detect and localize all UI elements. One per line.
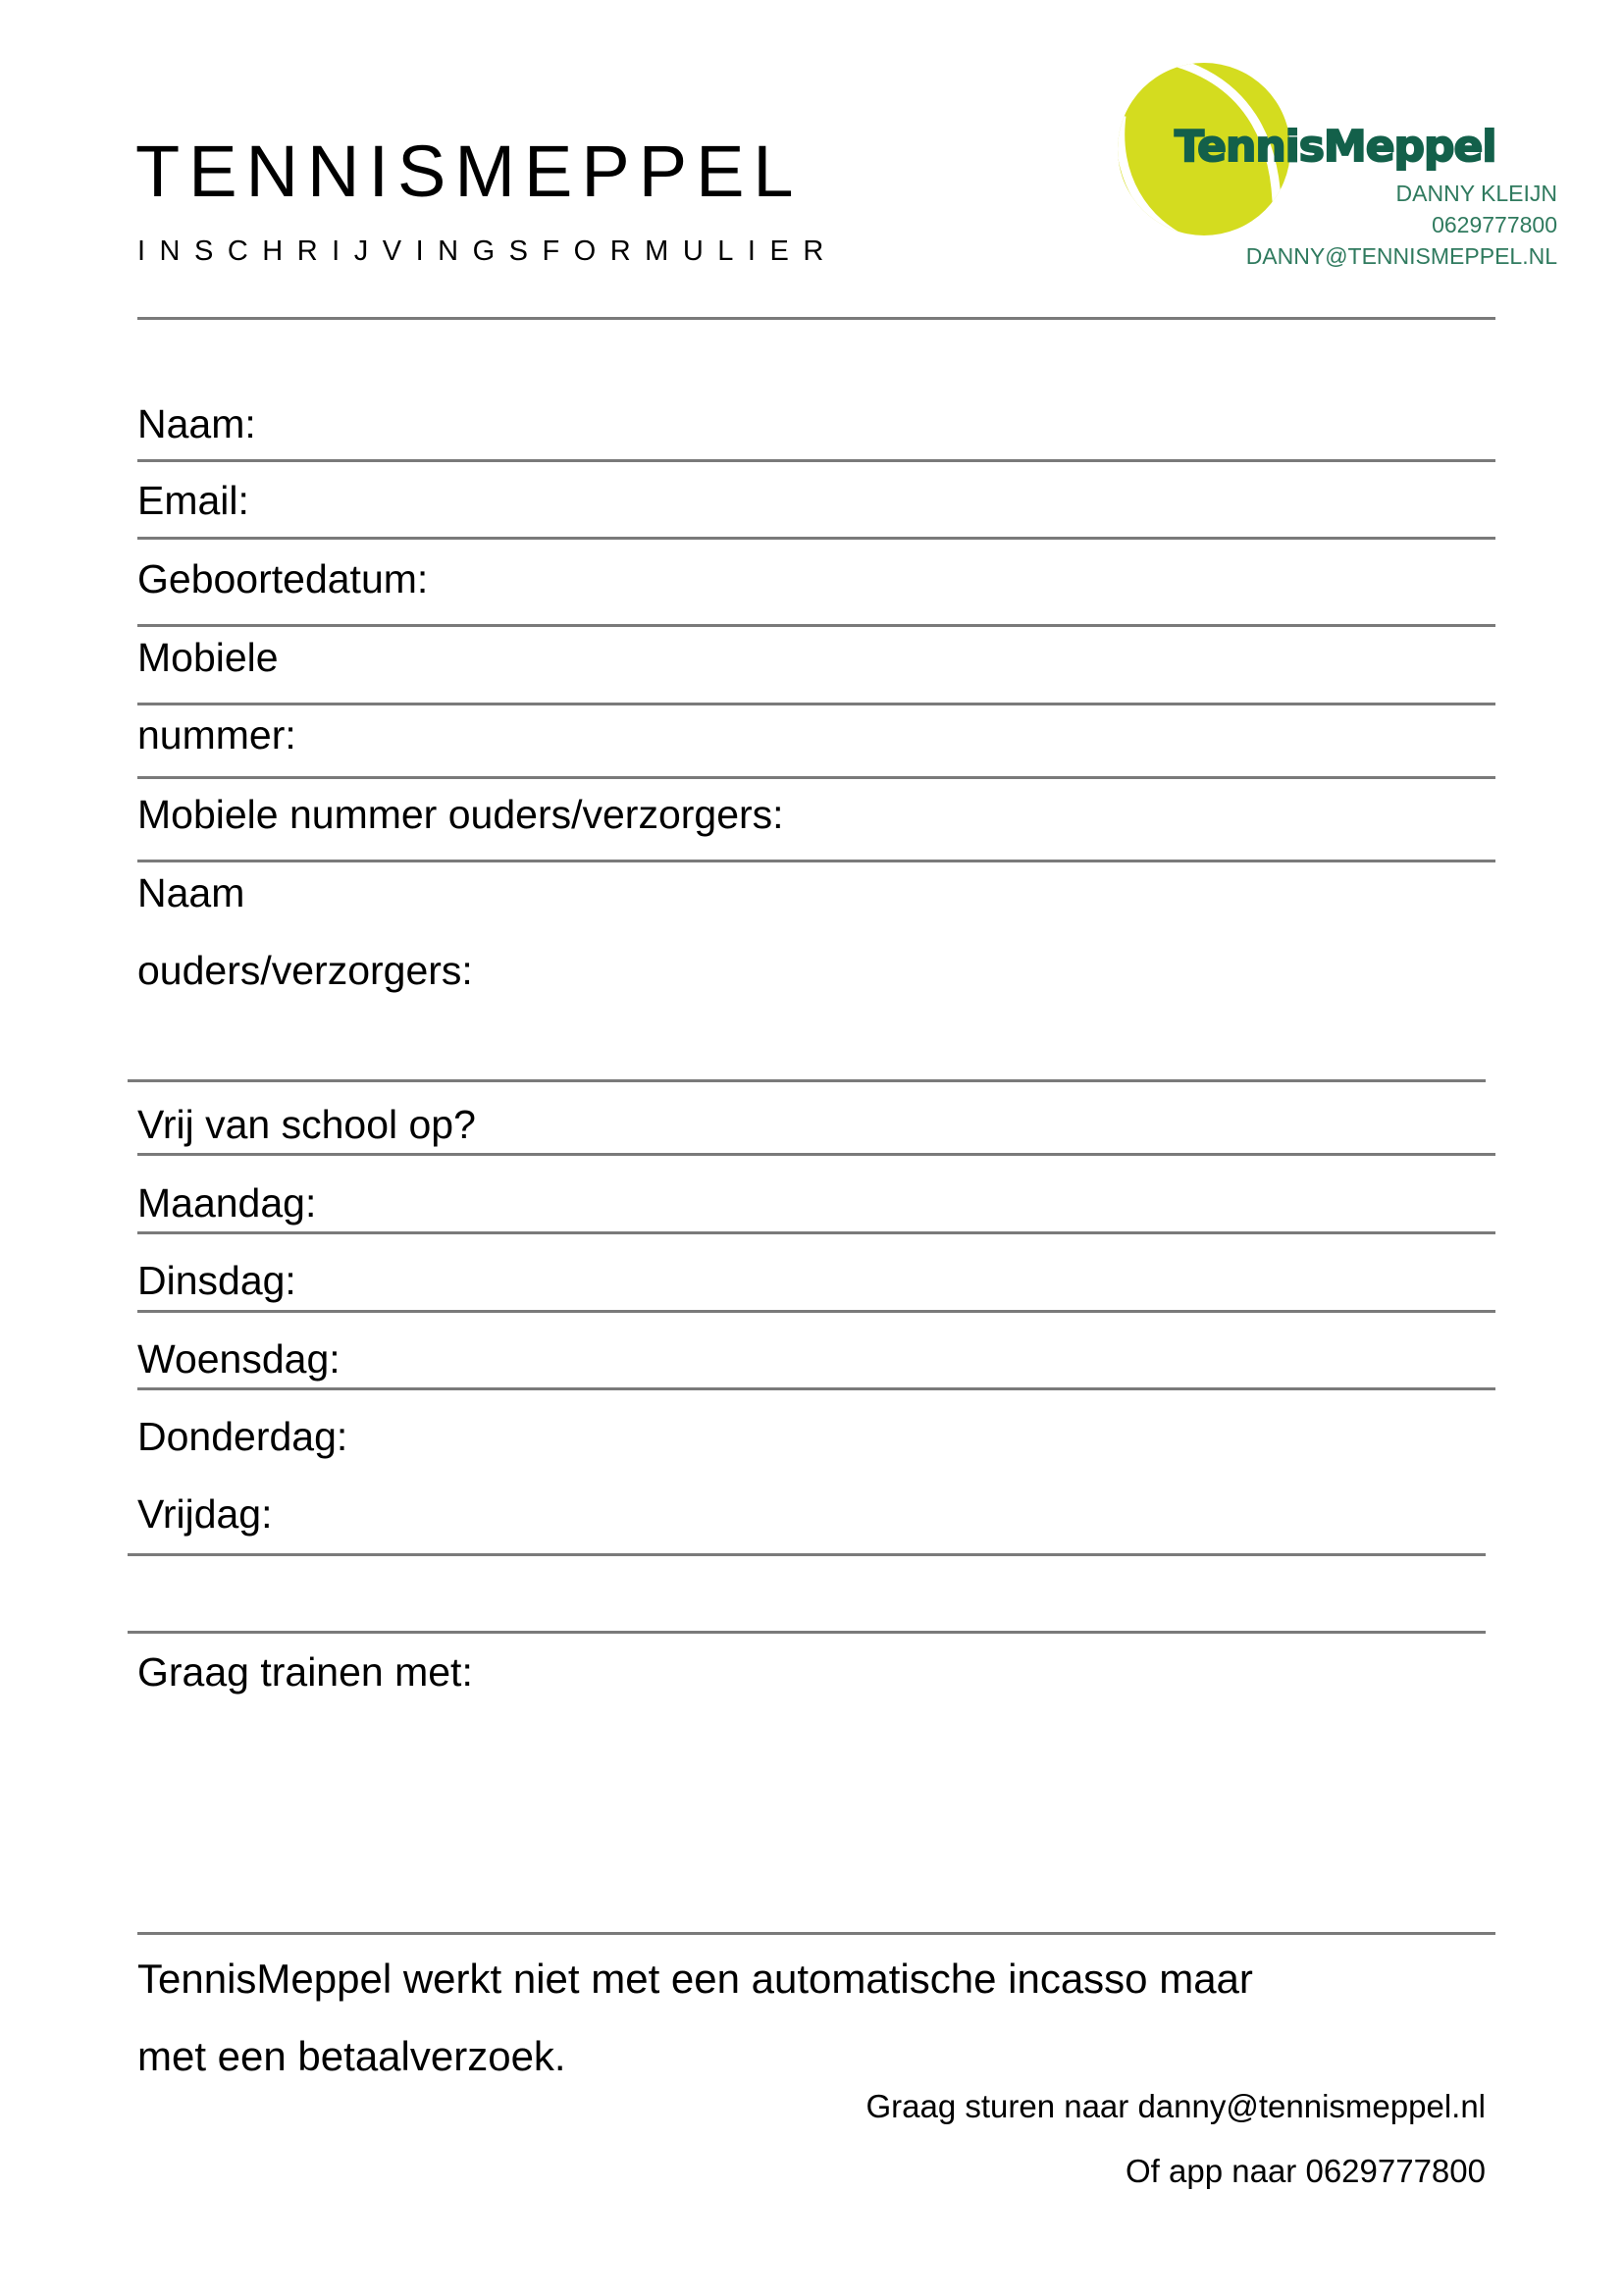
page-subtitle: INSCHRIJVINGSFORMULIER [137, 235, 838, 267]
field-line-naam-ouders[interactable] [128, 1079, 1486, 1082]
logo-contact-phone: 0629777800 [1432, 212, 1557, 237]
day-line-vrijdag[interactable] [128, 1553, 1486, 1556]
blank-line[interactable] [128, 1631, 1486, 1634]
day-line-woensdag[interactable] [137, 1387, 1495, 1390]
day-label-woensdag: Woensdag: [137, 1336, 341, 1382]
day-label-vrijdag: Vrijdag: [137, 1491, 273, 1537]
field-line-nummer[interactable] [137, 776, 1495, 779]
field-label-mobiele-ouders: Mobiele nummer ouders/verzorgers: [137, 792, 784, 837]
train-with-line[interactable] [137, 1932, 1495, 1935]
field-line-email[interactable] [137, 537, 1495, 540]
payment-notice-line2: met een betaalverzoek. [137, 2033, 566, 2079]
school-question-label: Vrij van school op? [137, 1102, 476, 1147]
payment-notice-line1: TennisMeppel werkt niet met een automatische incasso maar [137, 1956, 1253, 2002]
field-label-naam-ouders-1: Naam [137, 870, 245, 915]
day-label-dinsdag: Dinsdag: [137, 1258, 296, 1303]
logo-brand: TennisMeppel [1175, 122, 1496, 172]
day-line-dinsdag[interactable] [137, 1310, 1495, 1313]
field-label-naam: Naam: [137, 401, 256, 446]
day-label-donderdag: Donderdag: [137, 1414, 348, 1459]
field-line-mobiele-ouders[interactable] [137, 860, 1495, 862]
field-label-naam-ouders-2: ouders/verzorgers: [137, 948, 473, 993]
train-with-label: Graag trainen met: [137, 1649, 473, 1695]
day-label-maandag: Maandag: [137, 1180, 317, 1226]
field-label-geboortedatum: Geboortedatum: [137, 556, 429, 601]
field-line-mobiele[interactable] [137, 703, 1495, 705]
field-label-mobiele: Mobiele [137, 635, 279, 680]
field-line-geboortedatum[interactable] [137, 624, 1495, 627]
school-question-line[interactable] [137, 1153, 1495, 1156]
app-to-phone: Of app naar 0629777800 [1126, 2153, 1486, 2189]
logo-contact-name: DANNY KLEIJN [1395, 181, 1557, 206]
day-line-maandag[interactable] [137, 1231, 1495, 1234]
field-label-email: Email: [137, 478, 249, 523]
page-title: TENNISMEPPEL [135, 130, 803, 212]
send-to-email: Graag sturen naar danny@tennismeppel.nl [865, 2088, 1486, 2124]
field-label-nummer: nummer: [137, 712, 296, 757]
header-divider [137, 317, 1495, 320]
logo-contact-email: DANNY@TENNISMEPPEL.NL [1245, 243, 1557, 269]
field-line-naam[interactable] [137, 459, 1495, 462]
